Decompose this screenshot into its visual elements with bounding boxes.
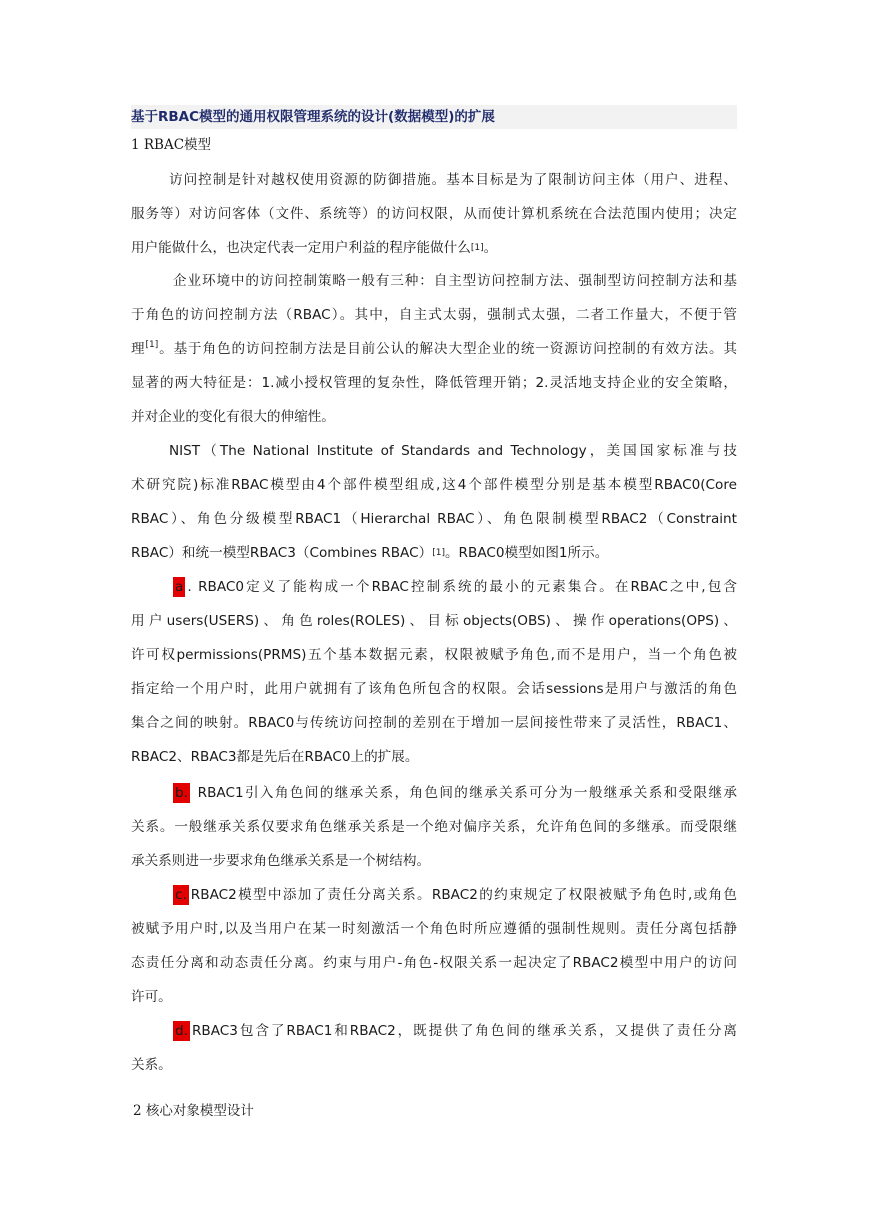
text-line: RBAC2、RBAC3都是先后在RBAC0上的扩展。 [131, 749, 419, 765]
highlight-tag-b: b. [175, 785, 188, 801]
text-line: 。RBAC0模型如图1所示。 [444, 545, 609, 561]
text-line: 关系。一般继承关系仅要求角色继承关系是一个绝对偏序关系，允许角色间的多继承。而受限继 [131, 819, 737, 835]
section-heading-1: 1 RBAC模型 [131, 137, 212, 153]
paragraph-strategies [131, 264, 737, 434]
text-line: 承关系则进一步要求角色继承关系是一个树结构。 [131, 853, 431, 869]
text-line: RBAC1引入角色间的继承关系，角色间的继承关系可分为一般继承关系和受限继承 [191, 785, 737, 801]
paragraph-rbac2 [131, 878, 737, 1014]
text-line: 用户users(USERS)、角色roles(ROLES)、目标objects(OBS)、操作operations(OPS)、 [131, 613, 737, 629]
text-line: RBAC）和统一模型RBAC3（Combines RBAC） [131, 545, 433, 561]
highlight-tag-a: a [175, 579, 184, 595]
text-line: 企业环境中的访问控制策略一般有三种：自主型访问控制方法、强制型访问控制方法和基 [173, 273, 737, 289]
section-heading-2: 2 核心对象模型设计 [133, 1103, 254, 1119]
text-line: 用户能做什么，也决定代表一定用户利益的程序能做什么 [131, 240, 471, 256]
text-line: 服务等）对访问客体（文件、系统等）的访问权限，从而使计算机系统在合法范围内使用；决定 [131, 206, 737, 222]
text-line: 于角色的访问控制方法（RBAC）。其中，自主式太弱，强制式太强，二者工作量大，不便于管 [131, 307, 737, 323]
paragraph-nist: NIST（The National Institute of Standards and Technology，美国国家标准与技 术研究院)标准RBAC模型由4个部件模型组成,这4个部件模型分别是基本模型RBAC0(Core RBAC）、角色分级模型RBAC1（Hierarchal RBAC）、角色限制模型RBAC2（Constraint RBAC）和统一模型RBAC3（Combines RBAC） [1] 。RBAC0模型如图1所示。 [131, 434, 737, 570]
paragraph-rbac1 [131, 776, 737, 878]
text-line: NIST（The National Institute of Standards and Technology，美国国家标准与技 [169, 443, 737, 459]
text-line: 。 [483, 240, 498, 256]
text-line: RBAC2模型中添加了责任分离关系。RBAC2的约束规定了权限被赋予角色时,或角色 [190, 887, 737, 903]
text-line: 态责任分离和动态责任分离。约束与用户-角色-权限关系一起决定了RBAC2模型中用户的访问 [131, 955, 737, 971]
text-line: 并对企业的变化有很大的伸缩性。 [131, 409, 335, 425]
text-line: 被赋予用户时,以及当用户在某一时刻激活一个角色时所应遵循的强制性规则。责任分离包括静 [131, 921, 737, 937]
text-line: 访问控制是针对越权使用资源的防御措施。基本目标是为了限制访问主体（用户、进程、 [169, 172, 737, 188]
text-line: 许可。 [131, 989, 172, 1005]
citation-ref: [1] [145, 340, 159, 350]
text-line: RBAC）、角色分级模型RBAC1（Hierarchal RBAC）、角色限制模型RBAC2（Constraint [131, 511, 737, 527]
highlight-tag-d: d. [175, 1023, 188, 1039]
text-line: 理 [131, 341, 146, 357]
text-line: RBAC3包含了RBAC1和RBAC2，既提供了角色间的继承关系，又提供了责任分离 [191, 1023, 737, 1039]
text-line: 集合之间的映射。RBAC0与传统访问控制的差别在于增加一层间接性带来了灵活性，RBAC1、 [131, 715, 737, 731]
paragraph-access-control: 访问控制是针对越权使用资源的防御措施。基本目标是为了限制访问主体（用户、进程、 服务等）对访问客体（文件、系统等）的访问权限，从而使计算机系统在合法范围内使用；决定 用户能做什么，也决定代表一定用户利益的程序能做什么 [1] 。 [131, 163, 737, 265]
text-line: 指定给一个用户时，此用户就拥有了该角色所包含的权限。会话sessions是用户与激活的角色 [131, 681, 737, 697]
text-line: . RBAC0定义了能构成一个RBAC控制系统的最小的元素集合。在RBAC之中,包含 [187, 579, 737, 595]
paragraph-rbac3 [131, 1014, 737, 1082]
text-line: 显著的两大特征是：1.减小授权管理的复杂性，降低管理开销；2.灵活地支持企业的安全策略， [131, 375, 737, 391]
text-line: 许可权permissions(PRMS)五个基本数据元素，权限被赋予角色,而不是用户，当一个角色被 [131, 647, 737, 663]
text-line: 。基于角色的访问控制方法是目前公认的解决大型企业的统一资源访问控制的有效方法。其 [158, 341, 737, 357]
article-title: 基于RBAC模型的通用权限管理系统的设计(数据模型)的扩展 [131, 105, 737, 129]
highlight-tag-c: c. [175, 887, 187, 903]
paragraph-rbac0 [131, 570, 737, 774]
text-line: 术研究院)标准RBAC模型由4个部件模型组成,这4个部件模型分别是基本模型RBAC0(Core [131, 477, 737, 493]
text-line: 关系。 [131, 1057, 172, 1073]
